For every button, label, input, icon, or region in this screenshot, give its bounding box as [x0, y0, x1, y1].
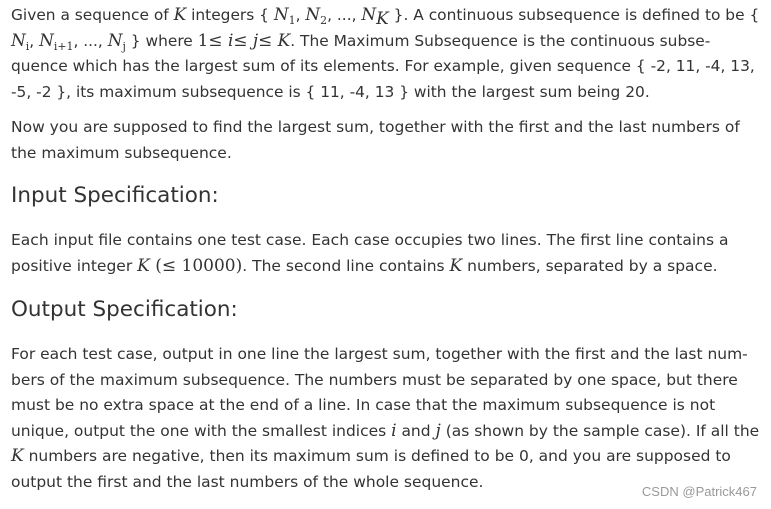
text: unique, output the one with the smallest indices: [11, 421, 392, 440]
task-line-1: Now you are supposed to find the largest sum, together with the first and the last numbers of: [11, 118, 740, 136]
input-spec-paragraph: [11, 228, 729, 279]
intro-line-1: [11, 3, 759, 29]
math-subscript: i+1: [53, 39, 74, 53]
math-N: N: [107, 30, 123, 51]
text: and: [396, 421, 436, 440]
math-i: i: [227, 30, 234, 51]
intro-line-2: [11, 29, 759, 55]
input-line-1: Each input file contains one test case. Each case occupies two lines. The first line contains a: [11, 231, 729, 249]
task-line-2: the maximum subsequence.: [11, 143, 232, 162]
math-subscript: K: [376, 9, 389, 30]
text: Given a sequence of: [11, 6, 174, 24]
math-K: K: [173, 5, 187, 25]
text: ,: [295, 6, 306, 24]
math-inequality: 1≤: [197, 30, 228, 51]
math-subscript: 2: [320, 14, 328, 28]
intro-line-4: -5, -2 }, its maximum subsequence is { 11, -4, 13 } with the largest sum being 20.: [11, 82, 650, 101]
text: } where: [125, 31, 198, 50]
math-subscript: j: [122, 39, 126, 53]
math-K: K: [277, 30, 291, 51]
input-spec-heading: Input Specification:: [11, 183, 219, 208]
math-subscript: 1: [288, 14, 296, 28]
math-K: K: [11, 446, 24, 466]
text: }. A continuous subsequence is defined to be {: [388, 6, 760, 24]
math-j: j: [435, 420, 441, 441]
output-spec-heading: Output Specification:: [11, 297, 238, 322]
text: integers {: [186, 6, 274, 24]
text: (as shown by the sample case). If all the: [440, 421, 760, 440]
intro-paragraph: [11, 3, 764, 105]
math-K: K: [449, 255, 463, 276]
math-N: N: [305, 5, 321, 25]
input-line-2: [11, 254, 729, 280]
task-paragraph: [11, 115, 740, 166]
math-i: i: [391, 420, 397, 441]
math-bound: (≤ 10000): [149, 255, 243, 276]
output-line-6: output the first and the last numbers of the whole sequence.: [11, 472, 484, 491]
text: ,: [29, 31, 40, 50]
math-inequality: ≤: [233, 30, 253, 51]
output-line-2: bers of the maximum subsequence. The numbers must be separated by one space, but there: [11, 370, 738, 389]
output-line-4: [11, 419, 759, 445]
math-inequality: ≤: [258, 30, 278, 51]
output-line-1: For each test case, output in one line the largest sum, together with the first and the last num-: [11, 345, 748, 363]
text: numbers, separated by a space.: [462, 256, 718, 275]
math-N: N: [273, 5, 289, 25]
intro-line-3: quence which has the largest sum of its elements. For example, given sequence { -2, 11, -4, 13,: [11, 57, 755, 75]
math-N: N: [39, 30, 54, 51]
math-N: N: [361, 5, 377, 25]
text: numbers are negative, then its maximum sum is defined to be 0, and you are supposed to: [23, 447, 731, 465]
csdn-watermark: CSDN @Patrick467: [641, 484, 757, 499]
math-subscript: i: [25, 39, 30, 53]
math-K: K: [137, 255, 150, 276]
text: . The Maximum Subsequence is the continuous subse-: [290, 31, 711, 50]
math-N: N: [11, 30, 26, 51]
text: , ...,: [327, 6, 362, 24]
math-j: j: [252, 30, 259, 51]
text: . The second line contains: [242, 256, 450, 275]
text: positive integer: [11, 256, 138, 275]
text: , ...,: [73, 31, 108, 50]
output-line-3: must be no extra space at the end of a line. In case that the maximum subsequence is not: [11, 396, 716, 414]
output-line-5: [11, 444, 759, 470]
output-spec-paragraph: [11, 342, 760, 495]
